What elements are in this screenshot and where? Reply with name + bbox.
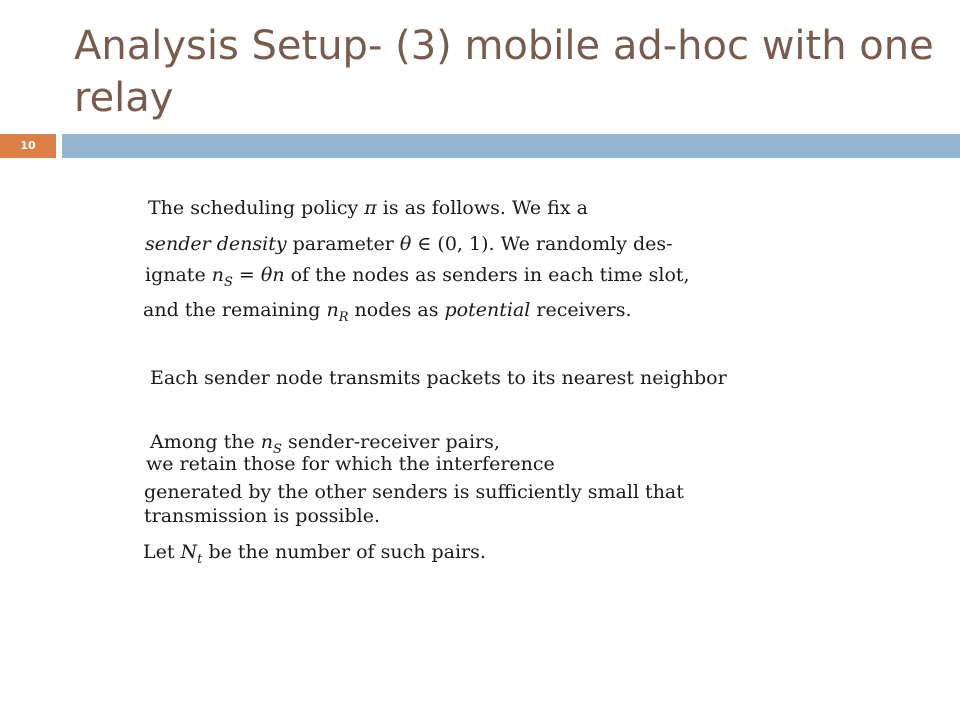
pairs-line-5: Let $N_t$ be the number of such pairs. — [143, 541, 486, 567]
pairs-line-4: transmission is possible. — [144, 505, 380, 527]
transmit-line: Each sender node transmits packets to its nearest neighbor — [150, 367, 727, 389]
scheduling-line-2: sender density parameter θ ∈ (0, 1). We randomly des- — [145, 233, 673, 255]
pairs-line-2: we retain those for which the interference — [146, 453, 555, 475]
slide-title: Analysis Setup- (3) mobile ad-hoc with one relay — [74, 23, 934, 121]
scheduling-line-1: The scheduling policy π is as follows. We fix a — [148, 197, 588, 219]
scheduling-line-4: and the remaining $n_R$ nodes as potential receivers. — [143, 299, 632, 325]
pairs-line-1: Among the $n_S$ sender-receiver pairs, — [150, 431, 500, 457]
slide-number: 10 — [20, 139, 36, 152]
scheduling-line-3: ignate $n_S = \theta n$ of the nodes as senders in each time slot, — [145, 264, 690, 290]
header-accent-bar — [62, 134, 960, 158]
pairs-line-3: generated by the other senders is sufficiently small that — [144, 481, 684, 503]
